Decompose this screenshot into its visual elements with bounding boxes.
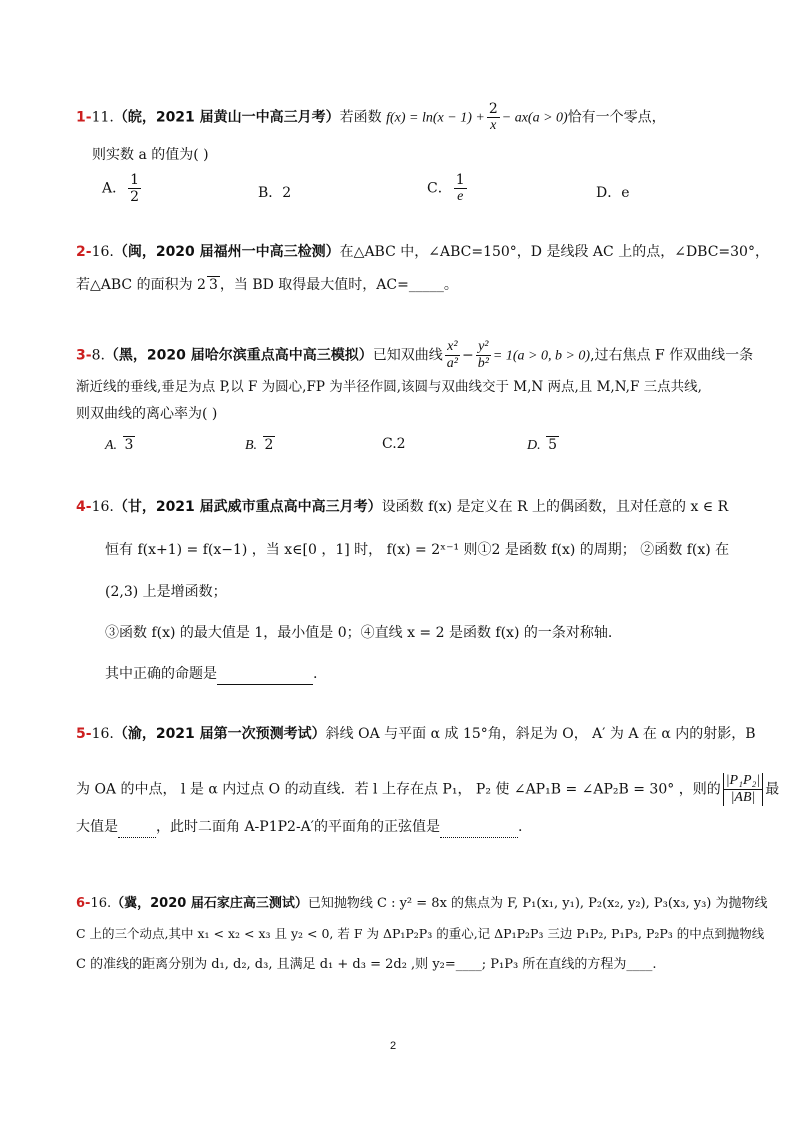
question-number: 1-	[76, 109, 92, 126]
option-c[interactable]: C． $\frac{1}{e}$	[427, 172, 465, 204]
question-source: （冀，2020 届石家庄高三测试）	[111, 896, 308, 911]
option-b[interactable]: B. 2	[245, 437, 274, 453]
question-source: （皖，2021 届黄山一中高三月考）	[113, 109, 340, 126]
option-c[interactable]: C.2	[382, 436, 406, 452]
question-source: （黑，2020 届哈尔滨重点高中高三模拟）	[104, 347, 373, 364]
answer-blank[interactable]	[217, 664, 313, 685]
question-source: （闽，2020 届福州一中高三检测）	[113, 244, 340, 260]
option-a[interactable]: A． $\frac{1}{2}$	[102, 172, 140, 205]
option-d[interactable]: D. 5	[527, 437, 557, 453]
square-root: 3	[208, 277, 218, 293]
document-page: 1-11.（皖，2021 届黄山一中高三月考）若函数 f(x) = ln(x − 1) + $\frac{2}{x}$ − ax(a > 0)恰有一个零点， 则实数 a 的值为( ) A． $\frac{1}{2}$ B．2 C． $\frac{1}{e}$ D．e 2-16.（闽，2020 届福州一中高三检测）在△ABC 中，∠ABC=150°，D 是线段 AC 上的点，∠DBC=30°， 若△ABC 的面积为 2 3 ，当 BD 取得最大值时，AC=_____。 3-8.（黑，2020 届哈尔滨重点高中高三模拟）已知双曲线 $\frac{\text{x²}}{\text{a²}}$ − $\frac{\text{y²}}{\text{b²}}$ = 1(a > 0, b > 0),过右焦点 F 作双曲线一条 渐近线的垂线,垂足为点 P,以 F 为圆心,FP 为半径作圆,该圆与双曲线交于 M,N 两点,且 M,N,F 三点共线, 则双曲线的离心率为( ) A. 3 B. 2 C.2 D. 5 4-16.（甘，2021 届武威市重点高中高三月考）设函数 f(x) 是定义在 R 上的偶函数，且对任意的 x ∈ R 恒有 f(x+1) = f(x−1) ，当 x∈[0 ，1] 时， f(x) = 2ˣ⁻¹ 则①2 是函数 f(x) 的周期； ②函数 f(x) 在 (2,3) 上是增函数； ③函数 f(x) 的最大值是 1，最小值是 0；④直线 x = 2 是函数 f(x) 的一条对称轴. 其中正确的命题是 . 5-16.（渝，2021 届第一次预测考试）斜线 OA 与平面 α 成 15°角，斜足为 O， A′ 为 A 在 α 内的射影，B 为 OA 的中点， l 是 α 内过点 O 的动直线．若 l 上存在点 P₁， P₂ 使 ∠AP₁B = ∠AP₂B = 30° ，则的 $\frac{\text{|P₁P₂|}}{|AB|}$ 最 大值是 ，此时二面角 A-P1P2-A′的平面角的正弦值是 . 6-16.（冀，2020 届石家庄高三测试）已知抛物线 C : y² = 8x 的焦点为 F, P₁(x₁, y₁), P₂(x₂, y₂), P₃(x₃, y₃) 为抛物线 C 上的三个动点,其中 x₁ < x₂ < x₃ 且 y₂ < 0, 若 F 为 ΔP₁P₂P₃ 的重心,记 ΔP₁P₂P₃ 三边 P₁P₂, P₁P₃, P₂P₃ 的中点到抛物线 C 的准线的距离分别为 d₁, d₂, d₃, 且满足 d₁ + d₃ = 2d₂ ,则 y₂=____; P₁P₃ 所在直线的方程为____. 2	[76, 101, 780, 1052]
option-b[interactable]: B．2	[258, 185, 292, 201]
option-a[interactable]: A. 3	[105, 437, 134, 453]
answer-blank[interactable]	[118, 817, 156, 838]
question-source: （渝，2021 届第一次预测考试）	[113, 726, 326, 742]
fraction: $\frac{2}{x}$	[488, 101, 498, 133]
question-source: （甘，2021 届武威市重点高中高三月考）	[113, 499, 382, 515]
page-number: 2	[390, 1040, 397, 1052]
answer-blank[interactable]	[440, 817, 518, 838]
option-d[interactable]: D．e	[596, 185, 630, 201]
